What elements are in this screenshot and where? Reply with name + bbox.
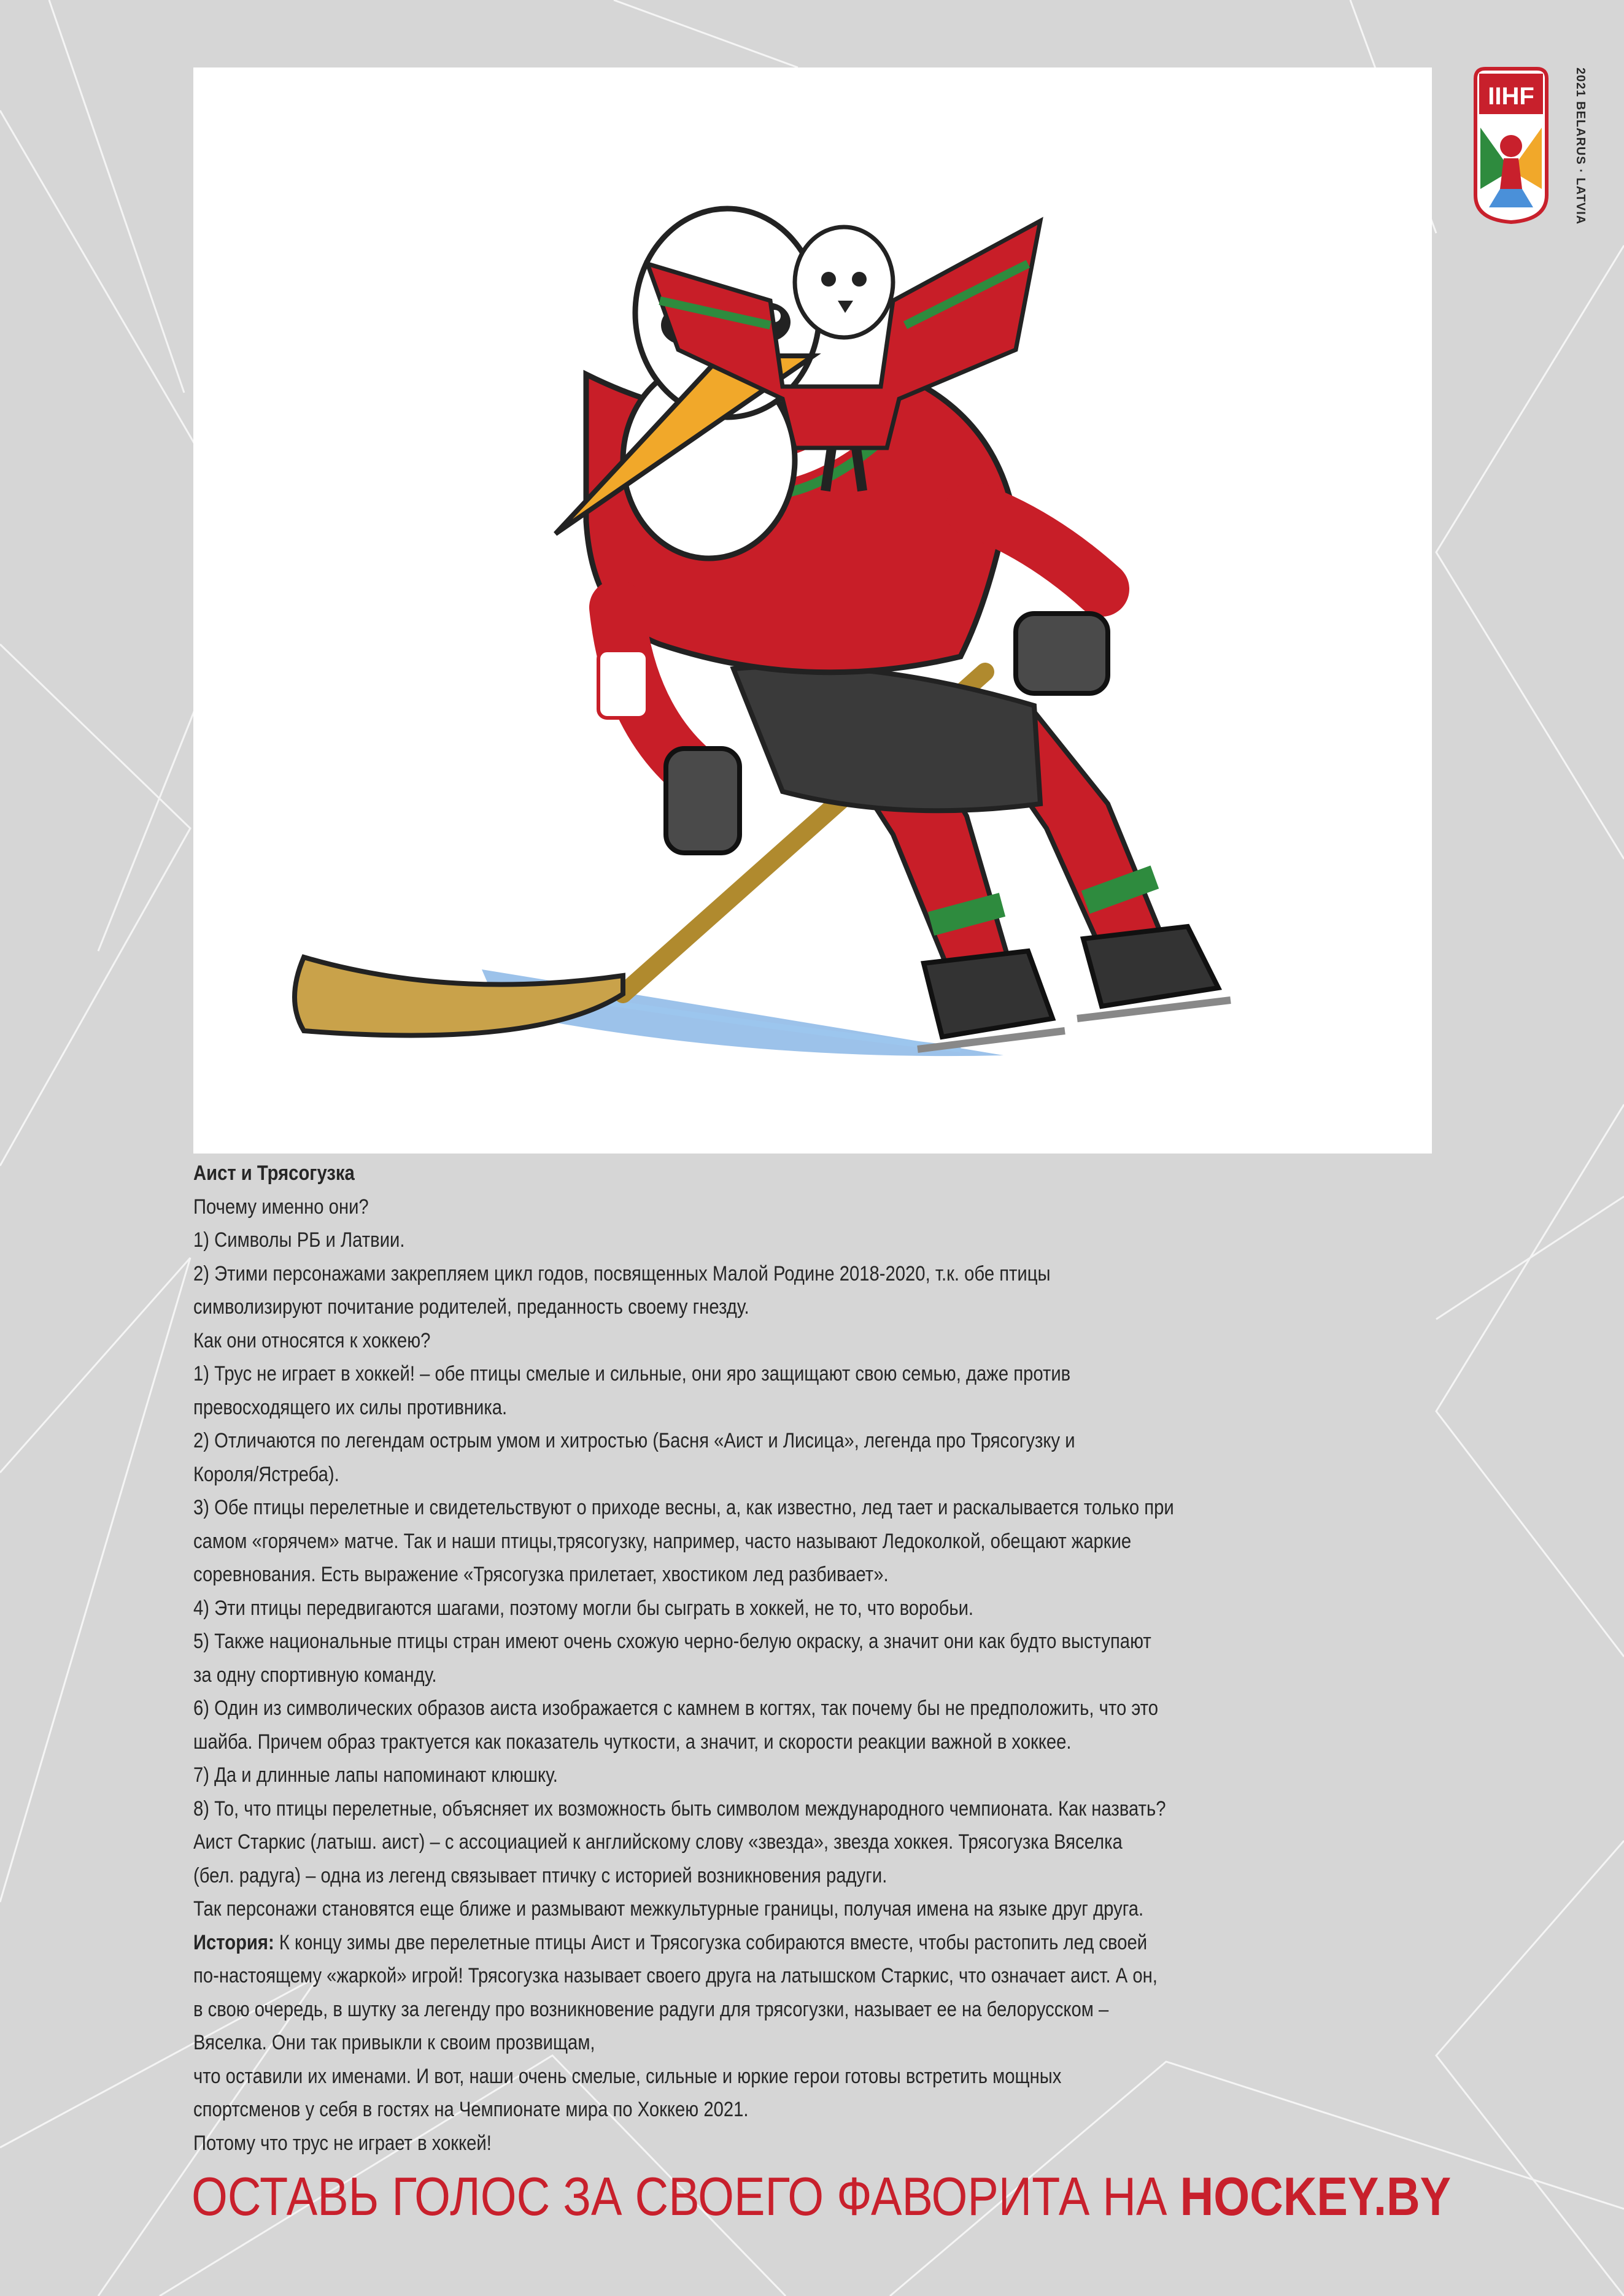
text-line: соревнования. Есть выражение «Трясогузка прилетает, хвостиком лед разбивает».: [193, 1563, 889, 1586]
mascot-illustration: [193, 67, 1432, 1154]
history-text: К концу зимы две перелетные птицы Аист и Трясогузка собираются вместе, чтобы растопить лед своей: [274, 1930, 1148, 1954]
text-line: что оставили их именами. И вот, наши очень смелые, сильные и юркие герои готовы встретить мощных: [193, 2064, 1062, 2088]
mascot-illustration-panel: [193, 67, 1432, 1154]
text-line: Вяселка. Они так привыкли к своим прозвищам,: [193, 2031, 595, 2054]
description-text: [193, 1157, 1286, 2160]
text-line: 1) Символы РБ и Латвии.: [193, 1228, 405, 1252]
vertical-event-caption: 2021 BELARUS · LATVIA: [1574, 67, 1587, 225]
text-line: Потому что трус не играет в хоккей!: [193, 2131, 492, 2155]
text-line: 3) Обе птицы перелетные и свидетельствуют о приходе весны, а, как известно, лед тает и раскалывается только при: [193, 1496, 1174, 1519]
text-line: в свою очередь, в шутку за легенду про возникновение радуги для трясогузки, называет ее на белорусском –: [193, 1997, 1109, 2021]
history-paragraph-first-line: [193, 1926, 1286, 1960]
text-line: Почему именно они?: [193, 1195, 369, 1219]
mascot-title: Аист и Трясогузка: [193, 1161, 355, 1185]
text-line: шайба. Причем образ трактуется как показатель чуткости, а значит, и скорости реакции важной в хоккее.: [193, 1730, 1072, 1754]
text-line: Так персонажи становятся еще ближе и размывают межкультурные границы, получая имена на языке друг друга.: [193, 1897, 1144, 1920]
text-line: 2) Этими персонажами закрепляем цикл годов, посвященных Малой Родине 2018-2020, т.к. обе птицы: [193, 1262, 1051, 1285]
vote-call-to-action: [191, 2166, 1451, 2227]
text-line: 6) Один из символических образов аиста изображается с камнем в когтях, так почему бы не предположить, что это: [193, 1697, 1158, 1720]
text-line: 1) Трус не играет в хоккей! – обе птицы смелые и сильные, они яро защищают свою семью, даже против: [193, 1362, 1071, 1385]
text-line: 4) Эти птицы передвигаются шагами, поэтому могли бы сыграть в хоккей, не то, что воробьи.: [193, 1596, 974, 1620]
text-line: Как они относятся к хоккею?: [193, 1328, 431, 1352]
text-line: 7) Да и длинные лапы напоминают клюшку.: [193, 1763, 558, 1787]
text-line: Аист Старкис (латыш. аист) – с ассоциацией к английскому слову «звезда», звезда хоккея. Трясогузка Вяселка: [193, 1830, 1123, 1854]
text-line: превосходящего их силы противника.: [193, 1395, 508, 1419]
text-line: за одну спортивную команду.: [193, 1663, 437, 1687]
text-line: по-настоящему «жаркой» игрой! Трясогузка называет своего друга на латышском Старкис, что означает аист. А он,: [193, 1964, 1158, 1987]
text-line: символизируют почитание родителей, преданность своему гнезду.: [193, 1295, 749, 1319]
history-label: История:: [193, 1930, 274, 1954]
text-line: самом «горячем» матче. Так и наши птицы,трясогузку, например, часто называют Ледоколкой, обещают жаркие: [193, 1529, 1132, 1553]
hockey-by-link[interactable]: HOCKEY.BY: [1180, 2166, 1452, 2227]
text-line: 8) То, что птицы перелетные, объясняет их возможность быть символом международного чемпионата. Как назвать?: [193, 1797, 1166, 1820]
text-line: 2) Отличаются по легендам острым умом и хитростью (Басня «Аист и Лисица», легенда про Трясогузку и: [193, 1429, 1075, 1452]
text-line: Короля/Ястреба).: [193, 1462, 339, 1486]
text-line: (бел. радуга) – одна из легенд связывает птичку с историей возникновения радуги.: [193, 1863, 887, 1887]
logo-text: IIHF: [1488, 83, 1534, 110]
text-line: спортсменов у себя в гостях на Чемпионате мира по Хоккею 2021.: [193, 2098, 749, 2121]
cta-text: ОСТАВЬ ГОЛОС ЗА СВОЕГО ФАВОРИТА НА: [191, 2166, 1180, 2227]
text-line: 5) Также национальные птицы стран имеют очень схожую черно-белую окраску, а значит они как будто выступают: [193, 1630, 1151, 1653]
iihf-logo: [1471, 66, 1552, 225]
